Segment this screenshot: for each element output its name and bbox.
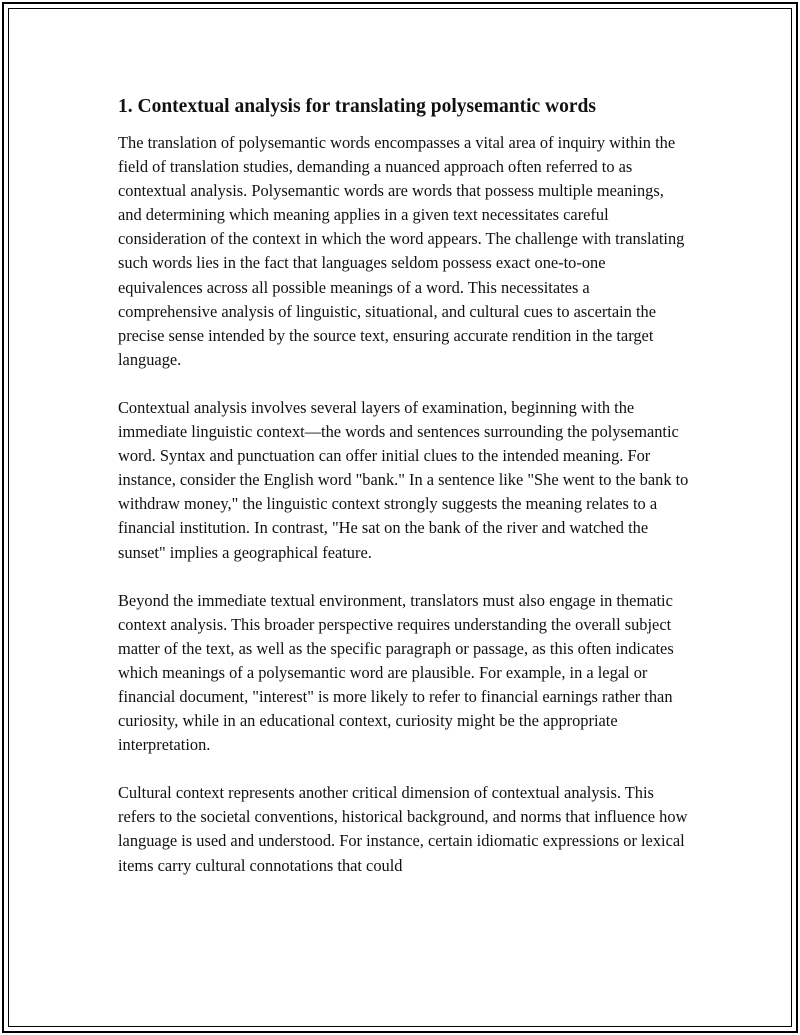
paragraph-intro: The translation of polysemantic words encompasses a vital area of inquiry within the field of translation studies, demanding a nuanced approach often referred to as contextual analysis. Polysemantic words are words that possess multiple meanings, and determining which meaning applies in a given text necessitates careful consideration of the context in which the word appears. The challenge with translating such words lies in the fact that languages seldom possess exact one-to-one equivalences across all possible meanings of a word. This necessitates a comprehensive analysis of linguistic, situational, and cultural cues to ascertain the precise sense intended by the source text, ensuring accurate rendition in the target language. [118, 133, 685, 369]
paragraph-thematic-context: Beyond the immediate textual environment, translators must also engage in thematic context analysis. This broader perspective requires understanding the overall subject matter of the text, as well as the specific paragraph or passage, as this often indicates which meanings of a polysemantic word are plausible. For example, in a legal or financial document, "interest" is more likely to refer to financial earnings rather than curiosity, while in an educational context, curiosity might be the appropriate interpretation. [118, 590, 674, 755]
paragraph-linguistic-context: Contextual analysis involves several layers of examination, beginning with the immediate linguistic context—the words and sentences surrounding the polysemantic word. Syntax and punctuation can offer initial clues to the intended meaning. For instance, consider the English word "bank." In a sentence like "She went to the bank to withdraw money," the linguistic context strongly suggests the meaning relates to a financial institution. In contrast, "He sat on the bank of the river and watched the sunset" implies a geographical feature. [118, 397, 689, 562]
section-heading: 1. Contextual analysis for translating polysemantic words [118, 96, 596, 117]
paragraph-cultural-context: Cultural context represents another critical dimension of contextual analysis. This refers to the societal conventions, historical background, and norms that influence how language is used and understood. For instance, certain idiomatic expressions or lexical items carry cultural connotations that could [118, 783, 688, 875]
document-body [118, 93, 690, 902]
